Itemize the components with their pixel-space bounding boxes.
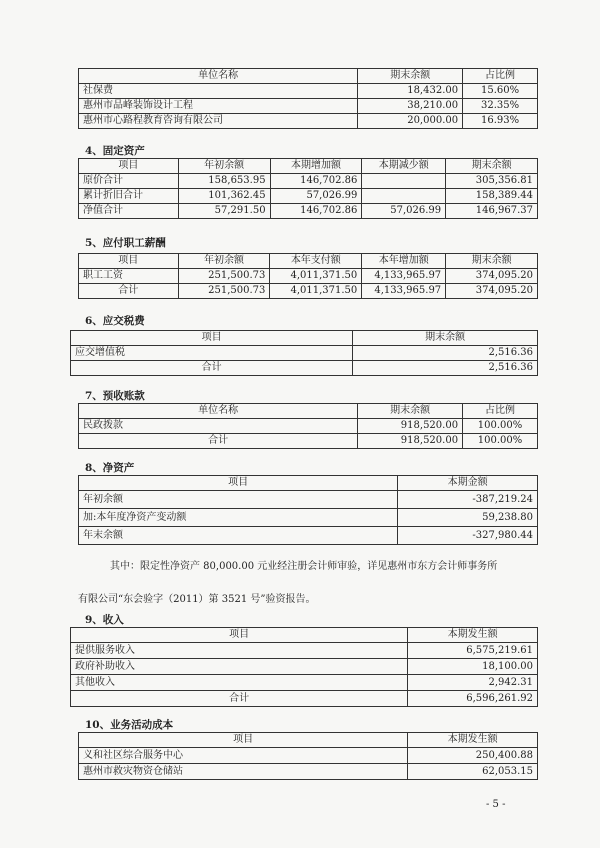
section-title: 9、收入: [85, 614, 124, 626]
cell: 374,095.20: [446, 269, 538, 284]
cell: 374,095.20: [446, 284, 538, 299]
table-row: [79, 491, 538, 509]
cell: 59,238.80: [398, 509, 538, 527]
cell: 16.93%: [463, 114, 538, 129]
cell: 义和社区综合服务中心: [79, 748, 408, 764]
note-line-2: 有限公司“东会验字（2011）第 3521 号”验资报告。: [78, 594, 316, 605]
section-title: 10、业务活动成本: [85, 719, 174, 731]
cell: [362, 189, 446, 204]
section-title: 6、应交税费: [85, 315, 145, 327]
cell: 社保费: [79, 84, 358, 99]
cell: 38,210.00: [358, 99, 463, 114]
col-header: 期末余额: [353, 331, 538, 346]
cell: 57,026.99: [270, 189, 362, 204]
col-header: 年初余额: [178, 159, 270, 174]
cell: 101,362.45: [178, 189, 270, 204]
table-row: [79, 419, 538, 434]
cell: 6,575,219.61: [408, 643, 538, 659]
cell: 应交增值税: [71, 346, 353, 361]
table-header-row: [71, 628, 538, 643]
table-row: [79, 284, 538, 299]
table-row: [79, 527, 538, 545]
cell: 4,011,371.50: [270, 269, 362, 284]
cell: 2,942.31: [408, 675, 538, 691]
col-header: 期末余额: [358, 69, 463, 84]
table-row: [79, 509, 538, 527]
cell: 20,000.00: [358, 114, 463, 129]
cell: 4,133,965.97: [362, 284, 446, 299]
cell: 146,702.86: [270, 174, 362, 189]
balance-share-table: [78, 68, 538, 129]
table-row: [79, 174, 538, 189]
table-header-row: [79, 733, 538, 748]
cell: 57,026.99: [362, 204, 446, 219]
cell: 251,500.73: [178, 284, 270, 299]
taxes-table: [70, 330, 538, 376]
payroll-table: [78, 253, 538, 299]
cell: 2,516.36: [353, 361, 538, 376]
table-header-row: [79, 159, 538, 174]
cell: 6,596,261.92: [408, 691, 538, 707]
cell: 净值合计: [79, 204, 179, 219]
cell: -387,219.24: [398, 491, 538, 509]
cell: 加:本年度净资产变动额: [79, 509, 398, 527]
note-line-1: 其中：限定性净资产 80,000.00 元业经注册会计师审验，详见惠州市东方会计师事务所: [110, 561, 498, 572]
cell: 民政拨款: [79, 419, 358, 434]
cell: 62,053.15: [408, 764, 538, 780]
cell: 250,400.88: [408, 748, 538, 764]
cell: 18,432.00: [358, 84, 463, 99]
table-row: [79, 84, 538, 99]
col-header: 占比例: [463, 69, 538, 84]
cell: 251,500.73: [178, 269, 270, 284]
cell: 合计: [79, 434, 358, 449]
table-row: [79, 114, 538, 129]
cell: 惠州市救灾物资仓储站: [79, 764, 408, 780]
advance-receipts-table: [78, 403, 538, 449]
section-title: 7、预收账款: [85, 390, 145, 402]
table-row: [71, 643, 538, 659]
cell: 年末余额: [79, 527, 398, 545]
table-header-row: [79, 254, 538, 269]
revenue-table: [70, 627, 538, 707]
col-header: 期末余额: [358, 404, 463, 419]
fixed-assets-table: [78, 158, 538, 219]
cell: 4,011,371.50: [270, 284, 362, 299]
table-row: [79, 99, 538, 114]
table-row: [71, 675, 538, 691]
col-header: 本期发生额: [408, 733, 538, 748]
col-header: 期末余额: [446, 254, 538, 269]
col-header: 项目: [79, 476, 398, 491]
table-row: [79, 434, 538, 449]
cell: 158,389.44: [446, 189, 538, 204]
cell: 100.00%: [463, 419, 538, 434]
cell: 合计: [79, 284, 179, 299]
col-header: 期末余额: [446, 159, 538, 174]
col-header: 项目: [71, 628, 408, 643]
cell: 2,516.36: [353, 346, 538, 361]
cell: 政府补助收入: [71, 659, 408, 675]
col-header: 年初余额: [178, 254, 270, 269]
operating-costs-table: [78, 732, 538, 780]
col-header: 单位名称: [79, 69, 358, 84]
cell: 918,520.00: [358, 419, 463, 434]
cell: 918,520.00: [358, 434, 463, 449]
col-header: 本年支付额: [270, 254, 362, 269]
col-header: 项目: [79, 733, 408, 748]
table-header-row: [79, 69, 538, 84]
section-title: 8、净资产: [85, 462, 135, 474]
cell: 32.35%: [463, 99, 538, 114]
cell: 57,291.50: [178, 204, 270, 219]
page-number: - 5 -: [486, 799, 506, 810]
col-header: 项目: [71, 331, 353, 346]
cell: 305,356.81: [446, 174, 538, 189]
net-assets-table: [78, 475, 538, 545]
cell: 15.60%: [463, 84, 538, 99]
cell: 累计折旧合计: [79, 189, 179, 204]
table-row: [79, 748, 538, 764]
col-header: 本年增加额: [362, 254, 446, 269]
cell: 100.00%: [463, 434, 538, 449]
cell: 合计: [71, 361, 353, 376]
section-title: 4、固定资产: [85, 145, 145, 157]
table-row: [71, 346, 538, 361]
table-row: [79, 204, 538, 219]
col-header: 本期增加额: [270, 159, 362, 174]
table-header-row: [79, 404, 538, 419]
cell: 18,100.00: [408, 659, 538, 675]
cell: 158,653.95: [178, 174, 270, 189]
cell: 职工工资: [79, 269, 179, 284]
col-header: 本期发生额: [408, 628, 538, 643]
table-header-row: [71, 331, 538, 346]
cell: [362, 174, 446, 189]
cell: 惠州市心路程教育咨询有限公司: [79, 114, 358, 129]
table-row: [79, 189, 538, 204]
table-row: [71, 691, 538, 707]
table-row: [71, 659, 538, 675]
cell: 146,967.37: [446, 204, 538, 219]
section-title: 5、应付职工薪酬: [85, 237, 166, 249]
table-row: [71, 361, 538, 376]
table-row: [79, 764, 538, 780]
cell: 惠州市品峰装饰设计工程: [79, 99, 358, 114]
col-header: 本期减少额: [362, 159, 446, 174]
table-row: [79, 269, 538, 284]
col-header: 本期金额: [398, 476, 538, 491]
cell: 146,702.86: [270, 204, 362, 219]
col-header: 单位名称: [79, 404, 358, 419]
cell: 原价合计: [79, 174, 179, 189]
cell: 提供服务收入: [71, 643, 408, 659]
cell: 4,133,965.97: [362, 269, 446, 284]
cell: -327,980.44: [398, 527, 538, 545]
table-header-row: [79, 476, 538, 491]
cell: 合计: [71, 691, 408, 707]
col-header: 项目: [79, 159, 179, 174]
cell: 其他收入: [71, 675, 408, 691]
cell: 年初余额: [79, 491, 398, 509]
col-header: 占比例: [463, 404, 538, 419]
col-header: 项目: [79, 254, 179, 269]
